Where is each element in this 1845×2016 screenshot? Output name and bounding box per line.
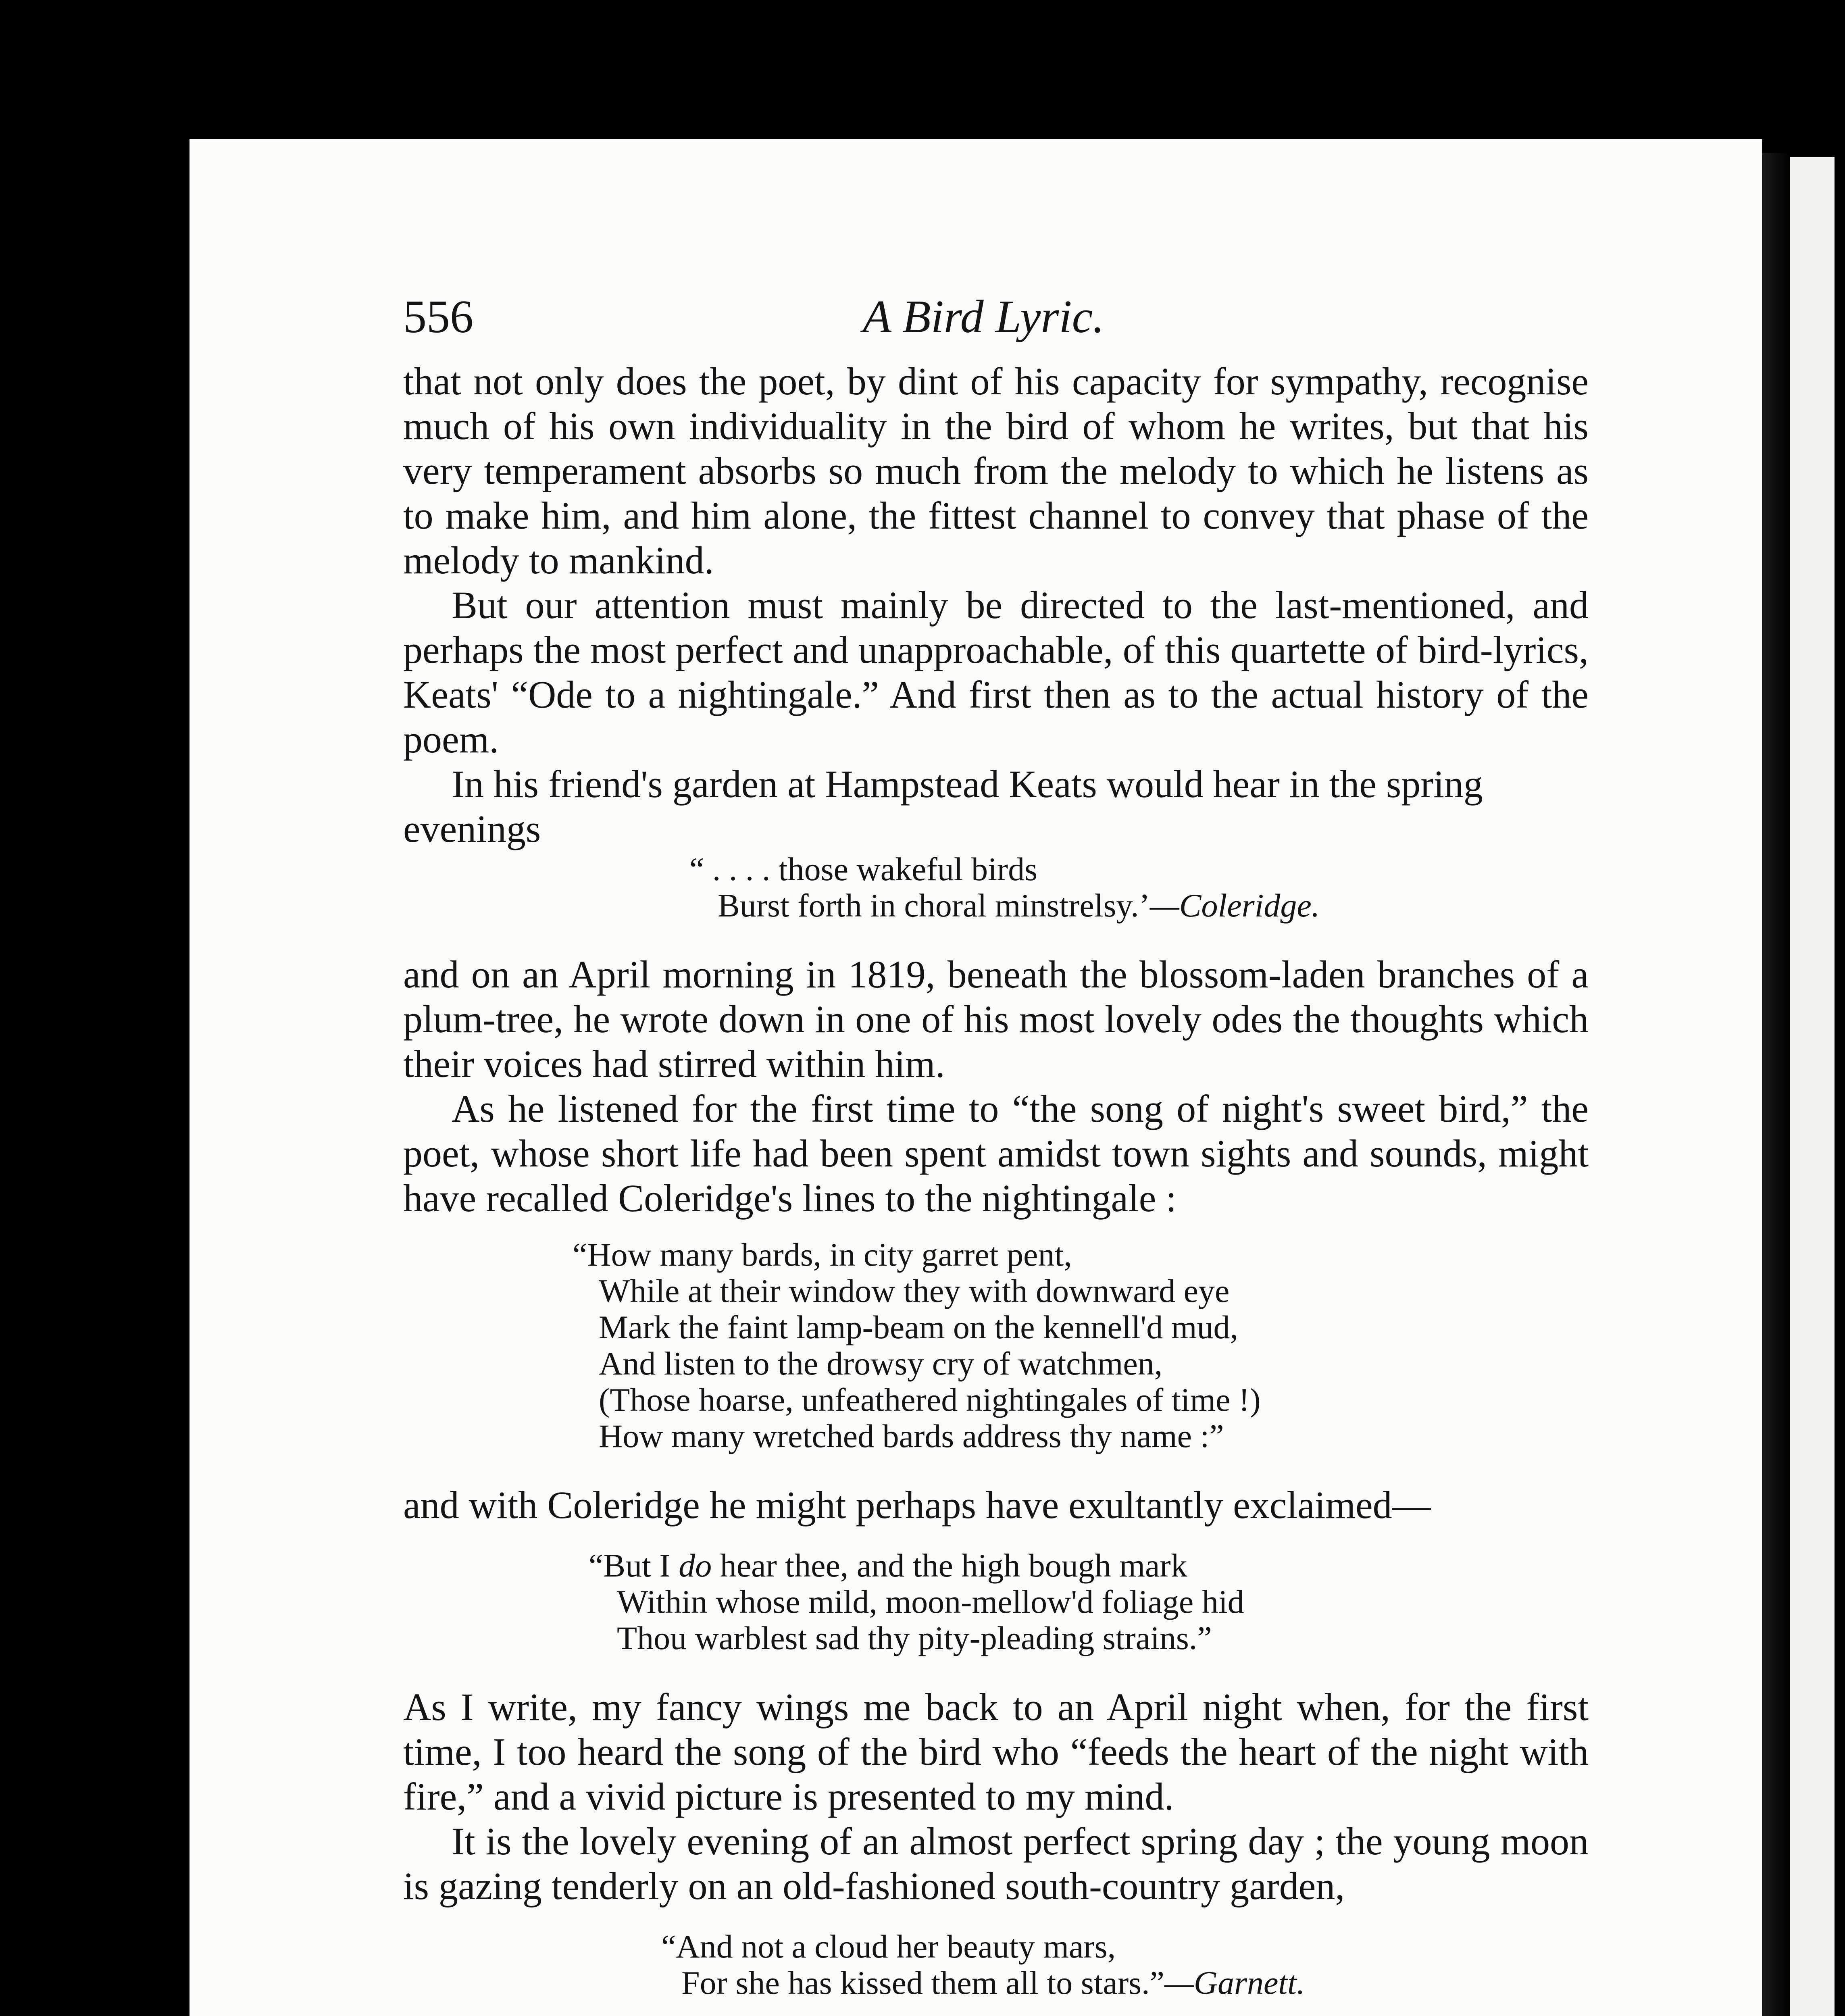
verse-line: Mark the faint lamp-beam on the kennell'd mud, <box>599 1309 1238 1345</box>
paragraph: But our attention must mainly be directed to the last-mentioned, and perhaps the most perfect and unapproachable, of this quartette of bird-lyrics, Keats' “Ode to a nightingale.” And first then as to the actual history of the poem. <box>403 583 1589 761</box>
running-title: A Bird Lyric. <box>863 291 1105 343</box>
facing-page-edge <box>1790 157 1835 2016</box>
paragraph: As I write, my fancy wings me back to an April night when, for the first time, I too heard the song of the bird who “feeds the heart of the night with fire,” and a vivid picture is presented to my mind. <box>403 1685 1589 1818</box>
attribution: —Garnett. <box>1164 1964 1305 2001</box>
paragraph: In his friend's garden at Hampstead Keats would hear in the spring evenings <box>403 762 1483 850</box>
verse-line: For she has kissed them all to stars.” <box>681 1964 1164 2001</box>
verse-line: While at their window they with downward eye <box>599 1272 1230 1309</box>
paragraph: It is the lovely evening of an almost perfect spring day ; the young moon is gazing tenderly on an old-fashioned south-country garden, <box>403 1820 1589 1908</box>
page-number: 556 <box>403 291 473 343</box>
verse-line-with-attribution <box>403 887 1589 924</box>
verse-quote-coleridge-birds <box>403 851 1589 924</box>
verse-line: Thou warblest sad thy pity-pleading strains.” <box>617 1620 1212 1656</box>
verse-quote-garnett <box>403 1929 1589 2001</box>
paragraph: and on an April morning in 1819, beneath the blossom-laden branches of a plum-tree, he wrote down in one of his most lovely odes the thoughts which their voices had stirred within him. <box>403 953 1589 1085</box>
page-content <box>403 290 1589 2016</box>
paragraph: and with Coleridge he might perhaps have exultantly exclaimed— <box>403 1483 1431 1527</box>
verse-line: “How many bards, in city garret pent, <box>573 1236 1072 1273</box>
attribution: —Coleridge. <box>1149 887 1320 924</box>
verse-line: Within whose mild, moon-mellow'd foliage hid <box>617 1583 1244 1620</box>
verse-quote-coleridge-bough <box>403 1547 1589 1656</box>
emphasis: do <box>679 1547 712 1584</box>
paragraph: that not only does the poet, by dint of his capacity for sympathy, recognise much of his own individuality in the bird of whom he writes, but that his very temperament absorbs so much from the melody to which he listens as to make him, and him alone, the fittest channel to convey that phase of the melody to mankind. <box>403 360 1589 582</box>
verse-line: Burst forth in choral minstrelsy.’ <box>718 887 1150 924</box>
verse-line <box>403 1547 1589 1584</box>
verse-text: hear thee, and the high bough mark <box>712 1547 1187 1584</box>
paragraph: As he listened for the first time to “the song of night's sweet bird,” the poet, whose short life had been spent amidst town sights and sounds, might have recalled Coleridge's lines to the nightingale : <box>403 1087 1589 1220</box>
verse-text: “But I <box>589 1547 679 1584</box>
verse-line-with-attribution <box>403 1965 1589 2001</box>
verse-quote-coleridge-bards <box>403 1237 1589 1454</box>
verse-line: And listen to the drowsy cry of watchmen, <box>599 1345 1163 1382</box>
verse-line: “ . . . . those wakeful birds <box>689 851 1038 887</box>
verse-line: “And not a cloud her beauty mars, <box>661 1928 1116 1965</box>
verse-line: How many wretched bards address thy name :” <box>599 1418 1224 1454</box>
verse-line: (Those hoarse, unfeathered nightingales of time !) <box>599 1381 1261 1418</box>
page-gutter-shadow <box>1762 153 1790 2016</box>
running-header <box>403 290 1589 359</box>
